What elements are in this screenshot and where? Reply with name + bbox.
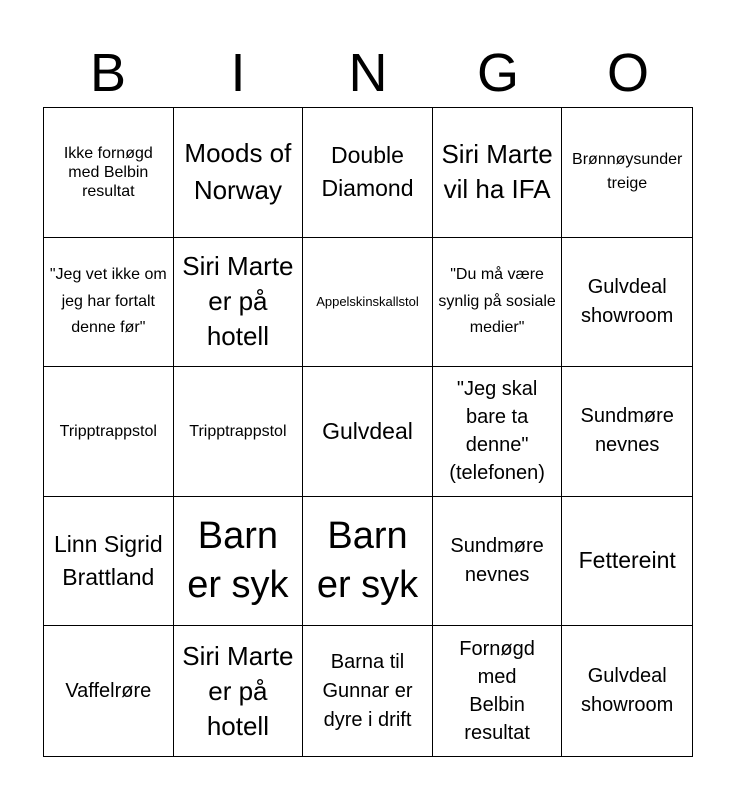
bingo-header: [43, 38, 693, 108]
bingo-cell[interactable]: [174, 626, 304, 756]
bingo-cell[interactable]: [303, 367, 433, 497]
bingo-cell-text: Sundmøre nevnes: [580, 405, 674, 457]
bingo-cell[interactable]: [562, 108, 692, 238]
bingo-cell-text: Double Diamond: [321, 141, 414, 202]
bingo-cell[interactable]: [174, 367, 304, 497]
bingo-cell[interactable]: [562, 497, 692, 627]
bingo-cell[interactable]: [303, 238, 433, 368]
bingo-cell-text: Fornøgd med Belbin resultat: [459, 638, 535, 745]
bingo-cell[interactable]: [174, 497, 304, 627]
bingo-cell[interactable]: [562, 367, 692, 497]
bingo-cell-text: Appelskinskallstol: [316, 294, 419, 310]
bingo-cell-text: Barna til Gunnar er dyre i drift: [322, 650, 413, 731]
bingo-cell[interactable]: [562, 626, 692, 756]
bingo-cell[interactable]: [44, 238, 174, 368]
header-letter-i: I: [230, 43, 246, 103]
bingo-cell-text: "Jeg skal bare ta denne" (telefonen): [449, 378, 545, 485]
bingo-cell[interactable]: [44, 497, 174, 627]
bingo-cell-text: Barn er syk: [187, 514, 289, 607]
bingo-cell[interactable]: [174, 238, 304, 368]
bingo-cell-text: "Du må være synlig på sosiale medier": [438, 266, 556, 337]
bingo-cell[interactable]: [433, 367, 563, 497]
bingo-cell-text: Fettereint: [578, 547, 676, 574]
bingo-cell[interactable]: [44, 626, 174, 756]
bingo-cell[interactable]: [303, 497, 433, 627]
header-letter-g: G: [476, 43, 519, 103]
bingo-cell-text: Gulvdeal showroom: [581, 275, 674, 327]
bingo-cell-text: Siri Marte er på hotell: [182, 640, 294, 741]
bingo-cell[interactable]: [433, 108, 563, 238]
bingo-cell[interactable]: [433, 497, 563, 627]
bingo-cell-text: Ikke fornøgd med Belbin resultat: [63, 144, 153, 200]
bingo-cell-text: Linn Sigrid Brattland: [53, 530, 163, 591]
bingo-cell[interactable]: [44, 367, 174, 497]
bingo-cell[interactable]: [174, 108, 304, 238]
header-letter-o: O: [606, 43, 649, 103]
bingo-cell[interactable]: [433, 626, 563, 756]
bingo-cell[interactable]: [562, 238, 692, 368]
bingo-cell-text: Tripptrappstol: [59, 422, 157, 440]
bingo-cell-text: Siri Marte vil ha IFA: [441, 139, 553, 205]
header-letter-b: B: [89, 43, 127, 103]
bingo-cell-text: "Jeg vet ikke om jeg har fortalt denne før": [49, 266, 167, 337]
bingo-cell[interactable]: [433, 238, 563, 368]
bingo-cell-text: Vaffelrøre: [65, 679, 152, 702]
bingo-cell-text: Barn er syk: [316, 514, 419, 607]
bingo-cell-text: Gulvdeal showroom: [581, 665, 674, 717]
header-letter-n: N: [348, 43, 388, 103]
bingo-cell-text: Brønnøysunder treige: [572, 151, 683, 193]
bingo-cell-text: Siri Marte er på hotell: [182, 251, 294, 352]
bingo-cell[interactable]: [44, 108, 174, 238]
bingo-cell-text: Moods of Norway: [184, 137, 292, 206]
bingo-board: [43, 107, 693, 757]
bingo-cell[interactable]: [303, 108, 433, 238]
bingo-cell-text: Tripptrappstol: [189, 422, 287, 440]
bingo-cell-text: Gulvdeal: [322, 417, 413, 444]
bingo-cell-text: Sundmøre nevnes: [450, 535, 544, 587]
bingo-cell[interactable]: [303, 626, 433, 756]
